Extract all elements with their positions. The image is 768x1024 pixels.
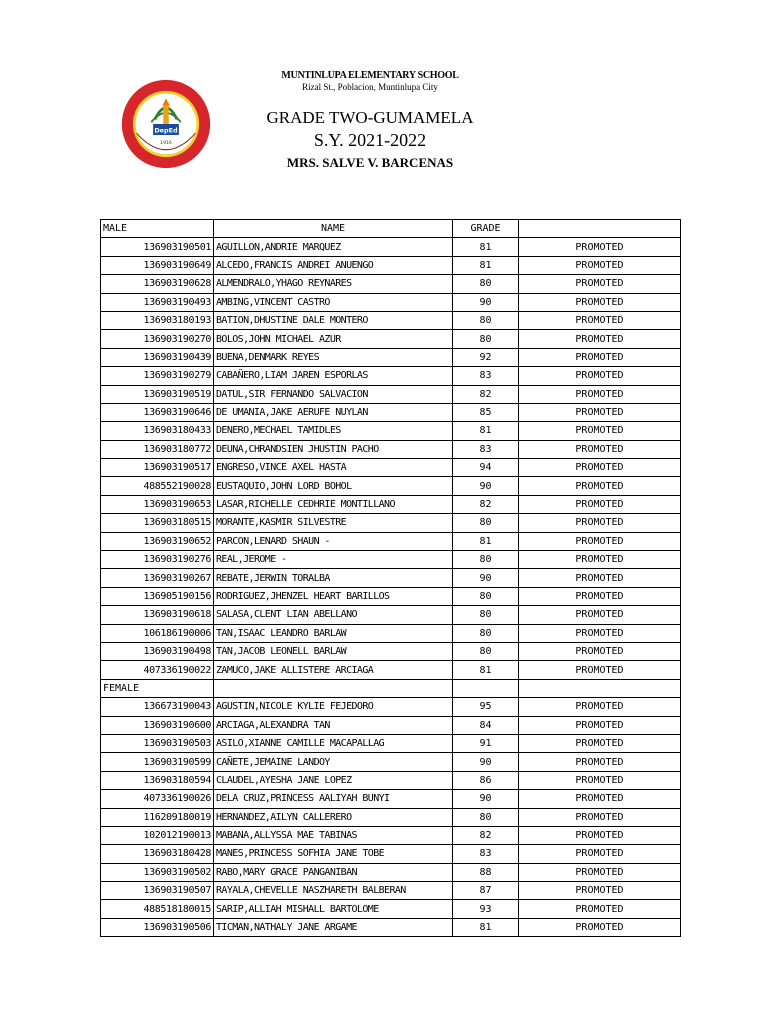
student-grade: 92 xyxy=(453,348,519,366)
student-grade: 82 xyxy=(453,495,519,513)
student-name: SALASA,CLENT LIAN ABELLANO xyxy=(214,606,453,624)
table-row xyxy=(101,716,681,734)
student-grade: 81 xyxy=(453,918,519,936)
student-remarks: PROMOTED xyxy=(519,330,681,348)
adviser-name: MRS. SALVE V. BARCENAS xyxy=(286,155,454,170)
student-id: 136673190043 xyxy=(101,698,214,716)
student-id: 102012190013 xyxy=(101,826,214,844)
table-row xyxy=(101,882,681,900)
student-name: ARCIAGA,ALEXANDRA TAN xyxy=(214,716,453,734)
female-section-label: FEMALE xyxy=(101,679,214,697)
table-row xyxy=(101,403,681,421)
student-remarks: PROMOTED xyxy=(519,403,681,421)
table-row xyxy=(101,330,681,348)
student-id: 136903190653 xyxy=(101,495,214,513)
table-row xyxy=(101,569,681,587)
student-id: 136903190600 xyxy=(101,716,214,734)
student-remarks: PROMOTED xyxy=(519,256,681,274)
student-remarks: PROMOTED xyxy=(519,293,681,311)
student-id: 136903190646 xyxy=(101,403,214,421)
student-remarks: PROMOTED xyxy=(519,569,681,587)
student-grade: 81 xyxy=(453,661,519,679)
student-remarks: PROMOTED xyxy=(519,734,681,752)
student-name: DENERO,MECHAEL TAMIDLES xyxy=(214,422,453,440)
table-row xyxy=(101,642,681,660)
student-id: 136903190276 xyxy=(101,551,214,569)
student-grade: 88 xyxy=(453,863,519,881)
student-grade: 80 xyxy=(453,514,519,532)
student-grade: 83 xyxy=(453,845,519,863)
student-remarks: PROMOTED xyxy=(519,900,681,918)
roster-body xyxy=(101,220,681,937)
table-row xyxy=(101,771,681,789)
table-row xyxy=(101,900,681,918)
table-row xyxy=(101,514,681,532)
student-id: 488518180015 xyxy=(101,900,214,918)
student-grade: 80 xyxy=(453,311,519,329)
student-name: AGUILLON,ANDRIE MARQUEZ xyxy=(214,238,453,256)
student-name: ZAMUCO,JAKE ALLISTERE ARCIAGA xyxy=(214,661,453,679)
table-row xyxy=(101,275,681,293)
student-grade: 86 xyxy=(453,771,519,789)
table-row xyxy=(101,495,681,513)
table-row xyxy=(101,606,681,624)
student-name: MANES,PRINCESS SOFHIA JANE TOBE xyxy=(214,845,453,863)
student-id: 136903190267 xyxy=(101,569,214,587)
student-grade: 80 xyxy=(453,624,519,642)
student-name: ALCEDO,FRANCIS ANDREI ANUENGO xyxy=(214,256,453,274)
student-remarks: PROMOTED xyxy=(519,845,681,863)
empty-cell xyxy=(214,679,453,697)
student-id: 136903190519 xyxy=(101,385,214,403)
column-header-grade: GRADE xyxy=(453,220,519,238)
student-remarks: PROMOTED xyxy=(519,753,681,771)
table-row xyxy=(101,551,681,569)
column-header-remarks xyxy=(519,220,681,238)
student-id: 106186190006 xyxy=(101,624,214,642)
student-remarks: PROMOTED xyxy=(519,661,681,679)
section-title: GRADE TWO-GUMAMELA xyxy=(266,108,474,127)
student-id: 136903190652 xyxy=(101,532,214,550)
student-remarks: PROMOTED xyxy=(519,771,681,789)
student-id: 136903190493 xyxy=(101,293,214,311)
student-grade: 84 xyxy=(453,716,519,734)
student-grade: 82 xyxy=(453,385,519,403)
table-row xyxy=(101,367,681,385)
student-id: 488552190028 xyxy=(101,477,214,495)
student-remarks: PROMOTED xyxy=(519,863,681,881)
student-grade: 91 xyxy=(453,734,519,752)
student-grade: 93 xyxy=(453,900,519,918)
student-id: 136903190279 xyxy=(101,367,214,385)
student-remarks: PROMOTED xyxy=(519,514,681,532)
table-row xyxy=(101,532,681,550)
student-grade: 81 xyxy=(453,238,519,256)
seal-year-text: 1916 xyxy=(160,141,172,147)
student-remarks: PROMOTED xyxy=(519,551,681,569)
female-section-row xyxy=(101,679,681,697)
student-id: 136903180594 xyxy=(101,771,214,789)
student-id: 136903190628 xyxy=(101,275,214,293)
student-name: BOLOS,JOHN MICHAEL AZUR xyxy=(214,330,453,348)
student-id: 136903180193 xyxy=(101,311,214,329)
student-id: 136903190498 xyxy=(101,642,214,660)
table-row xyxy=(101,698,681,716)
student-name: MABANA,ALLYSSA MAE TABINAS xyxy=(214,826,453,844)
student-remarks: PROMOTED xyxy=(519,367,681,385)
student-id: 407336190026 xyxy=(101,790,214,808)
student-name: AMBING,VINCENT CASTRO xyxy=(214,293,453,311)
student-id: 136903180428 xyxy=(101,845,214,863)
student-grade: 90 xyxy=(453,753,519,771)
student-grade: 80 xyxy=(453,330,519,348)
table-row xyxy=(101,422,681,440)
student-name: TAN,ISAAC LEANDRO BARLAW xyxy=(214,624,453,642)
student-grade: 87 xyxy=(453,882,519,900)
table-row xyxy=(101,311,681,329)
table-row xyxy=(101,790,681,808)
student-grade: 80 xyxy=(453,808,519,826)
student-grade: 94 xyxy=(453,459,519,477)
student-name: DE UMANIA,JAKE AERUFE NUYLAN xyxy=(214,403,453,421)
student-grade: 80 xyxy=(453,587,519,605)
table-row xyxy=(101,385,681,403)
student-id: 136903190270 xyxy=(101,330,214,348)
student-remarks: PROMOTED xyxy=(519,790,681,808)
student-grade: 83 xyxy=(453,367,519,385)
student-remarks: PROMOTED xyxy=(519,459,681,477)
student-remarks: PROMOTED xyxy=(519,348,681,366)
student-remarks: PROMOTED xyxy=(519,624,681,642)
column-header-name: NAME xyxy=(214,220,453,238)
class-roster-table xyxy=(100,219,681,937)
student-id: 136903190618 xyxy=(101,606,214,624)
student-remarks: PROMOTED xyxy=(519,532,681,550)
student-grade: 90 xyxy=(453,790,519,808)
student-grade: 82 xyxy=(453,826,519,844)
school-name: MUNTINLUPA ELEMENTARY SCHOOL xyxy=(281,70,459,81)
table-row xyxy=(101,238,681,256)
table-row xyxy=(101,587,681,605)
student-remarks: PROMOTED xyxy=(519,385,681,403)
student-remarks: PROMOTED xyxy=(519,642,681,660)
table-row xyxy=(101,753,681,771)
student-id: 136903190649 xyxy=(101,256,214,274)
seal-deped-text: DepEd xyxy=(154,126,178,135)
student-id: 407336190022 xyxy=(101,661,214,679)
student-remarks: PROMOTED xyxy=(519,606,681,624)
table-row xyxy=(101,863,681,881)
student-name: ALMENDRALO,YHAGO REYNARES xyxy=(214,275,453,293)
student-id: 136903180433 xyxy=(101,422,214,440)
table-row xyxy=(101,826,681,844)
student-id: 136903190517 xyxy=(101,459,214,477)
student-remarks: PROMOTED xyxy=(519,716,681,734)
student-remarks: PROMOTED xyxy=(519,882,681,900)
student-name: REAL,JEROME - xyxy=(214,551,453,569)
table-row xyxy=(101,661,681,679)
table-row xyxy=(101,624,681,642)
student-name: ENGRESO,VINCE AXEL HASTA xyxy=(214,459,453,477)
student-grade: 83 xyxy=(453,440,519,458)
student-name: MORANTE,KASMIR SILVESTRE xyxy=(214,514,453,532)
student-id: 136903190439 xyxy=(101,348,214,366)
student-grade: 80 xyxy=(453,275,519,293)
table-row xyxy=(101,459,681,477)
student-id: 136905190156 xyxy=(101,587,214,605)
student-remarks: PROMOTED xyxy=(519,477,681,495)
student-grade: 90 xyxy=(453,293,519,311)
student-name: EUSTAQUIO,JOHN LORD BOHOL xyxy=(214,477,453,495)
table-header-row xyxy=(101,220,681,238)
student-remarks: PROMOTED xyxy=(519,808,681,826)
student-grade: 80 xyxy=(453,606,519,624)
student-name: ASILO,XIANNE CAMILLE MACAPALLAG xyxy=(214,734,453,752)
table-row xyxy=(101,734,681,752)
empty-cell xyxy=(453,679,519,697)
student-grade: 80 xyxy=(453,642,519,660)
student-grade: 80 xyxy=(453,551,519,569)
student-name: CABAÑERO,LIAM JAREN ESPORLAS xyxy=(214,367,453,385)
student-remarks: PROMOTED xyxy=(519,311,681,329)
school-year: S.Y. 2021-2022 xyxy=(313,130,427,150)
student-grade: 90 xyxy=(453,569,519,587)
student-id: 136903190503 xyxy=(101,734,214,752)
student-remarks: PROMOTED xyxy=(519,587,681,605)
student-remarks: PROMOTED xyxy=(519,238,681,256)
school-address: Rizal St., Poblacion, Muntinlupa City xyxy=(302,82,438,92)
student-grade: 81 xyxy=(453,422,519,440)
table-row xyxy=(101,918,681,936)
student-name: LASAR,RICHELLE CEDHRIE MONTILLANO xyxy=(214,495,453,513)
student-name: DELA CRUZ,PRINCESS AALIYAH BUNYI xyxy=(214,790,453,808)
student-grade: 85 xyxy=(453,403,519,421)
student-remarks: PROMOTED xyxy=(519,495,681,513)
table-row xyxy=(101,845,681,863)
student-name: RAYALA,CHEVELLE NASZHARETH BALBERAN xyxy=(214,882,453,900)
student-name: AGUSTIN,NICOLE KYLIE FEJEDORO xyxy=(214,698,453,716)
student-remarks: PROMOTED xyxy=(519,918,681,936)
student-name: RABO,MARY GRACE PANGANIBAN xyxy=(214,863,453,881)
student-name: BATION,DHUSTINE DALE MONTERO xyxy=(214,311,453,329)
empty-cell xyxy=(519,679,681,697)
student-id: 136903190501 xyxy=(101,238,214,256)
student-name: SARIP,ALLIAH MISHALL BARTOLOME xyxy=(214,900,453,918)
student-name: PARCON,LENARD SHAUN - xyxy=(214,532,453,550)
student-remarks: PROMOTED xyxy=(519,826,681,844)
column-header-male: MALE xyxy=(101,220,214,238)
student-name: CAÑETE,JEMAINE LANDOY xyxy=(214,753,453,771)
student-name: DEUNA,CHRANDSIEN JHUSTIN PACHO xyxy=(214,440,453,458)
student-id: 116209180019 xyxy=(101,808,214,826)
student-remarks: PROMOTED xyxy=(519,698,681,716)
student-remarks: PROMOTED xyxy=(519,422,681,440)
student-grade: 81 xyxy=(453,532,519,550)
table-row xyxy=(101,348,681,366)
student-name: TAN,JACOB LEONELL BARLAW xyxy=(214,642,453,660)
student-remarks: PROMOTED xyxy=(519,440,681,458)
table-row xyxy=(101,808,681,826)
student-remarks: PROMOTED xyxy=(519,275,681,293)
table-row xyxy=(101,256,681,274)
student-id: 136903190506 xyxy=(101,918,214,936)
student-name: CLAUDEL,AYESHA JANE LOPEZ xyxy=(214,771,453,789)
table-row xyxy=(101,477,681,495)
student-grade: 81 xyxy=(453,256,519,274)
student-name: TICMAN,NATHALY JANE ARGAME xyxy=(214,918,453,936)
student-id: 136903190599 xyxy=(101,753,214,771)
student-id: 136903190502 xyxy=(101,863,214,881)
student-grade: 90 xyxy=(453,477,519,495)
student-id: 136903180772 xyxy=(101,440,214,458)
student-name: HERNANDEZ,AILYN CALLERERO xyxy=(214,808,453,826)
student-name: REBATE,JERWIN TORALBA xyxy=(214,569,453,587)
student-id: 136903180515 xyxy=(101,514,214,532)
student-grade: 95 xyxy=(453,698,519,716)
table-row xyxy=(101,440,681,458)
student-name: RODRIGUEZ,JHENZEL HEART BARILLOS xyxy=(214,587,453,605)
student-name: BUENA,DENMARK REYES xyxy=(214,348,453,366)
student-name: DATUL,SIR FERNANDO SALVACION xyxy=(214,385,453,403)
table-row xyxy=(101,293,681,311)
student-id: 136903190507 xyxy=(101,882,214,900)
